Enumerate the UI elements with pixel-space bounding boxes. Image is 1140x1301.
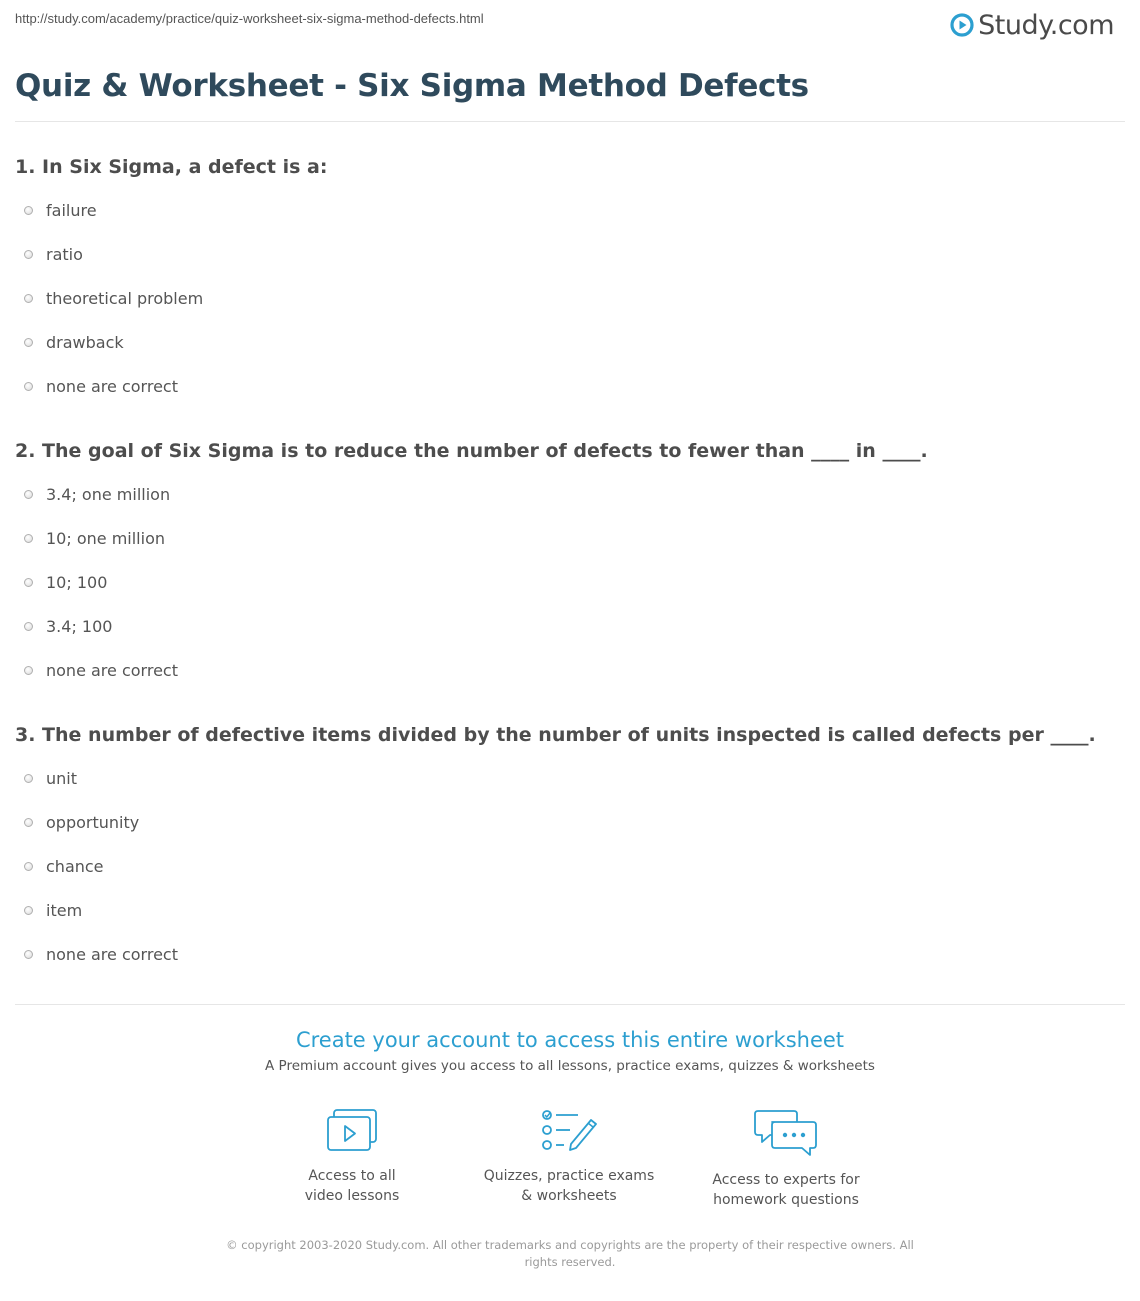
radio-button[interactable] xyxy=(24,578,33,587)
feature-label: Access to experts for homework questions xyxy=(712,1172,860,1208)
radio-button[interactable] xyxy=(24,906,33,915)
option-label: chance xyxy=(46,856,104,876)
content-divider xyxy=(15,1004,1125,1005)
question-3-option-3[interactable] xyxy=(24,855,104,877)
radio-button[interactable] xyxy=(24,294,33,303)
study-logo[interactable] xyxy=(950,8,1114,42)
checklist-pencil-icon xyxy=(540,1108,598,1154)
option-label: 3.4; 100 xyxy=(46,616,113,636)
option-label: item xyxy=(46,900,83,920)
feature-label: Access to all video lessons xyxy=(304,1168,400,1204)
radio-button[interactable] xyxy=(24,774,33,783)
video-lesson-icon xyxy=(326,1108,378,1154)
cta-subtitle: A Premium account gives you access to all lessons, practice exams, quizzes & worksheets xyxy=(265,1058,875,1074)
feature-video-lessons xyxy=(252,1108,452,1206)
question-1-option-4[interactable] xyxy=(24,331,124,353)
option-label: none are correct xyxy=(46,944,178,964)
radio-button[interactable] xyxy=(24,534,33,543)
radio-button[interactable] xyxy=(24,862,33,871)
question-1-text: 1. In Six Sigma, a defect is a: xyxy=(15,156,328,178)
chat-bubbles-icon xyxy=(754,1108,818,1158)
option-label: failure xyxy=(46,200,97,220)
option-label: drawback xyxy=(46,332,124,352)
question-3-option-4[interactable] xyxy=(24,899,82,921)
option-label: unit xyxy=(46,768,77,788)
radio-button[interactable] xyxy=(24,338,33,347)
question-2-text: 2. The goal of Six Sigma is to reduce the number of defects to fewer than ____ in ____. xyxy=(15,440,928,462)
question-2-option-2[interactable] xyxy=(24,527,165,549)
feature-quizzes xyxy=(469,1108,669,1206)
question-1-option-1[interactable] xyxy=(24,199,97,221)
copyright-notice: © copyright 2003-2020 Study.com. All other trademarks and copyrights are the property of their respective owners. All rights reserved. xyxy=(226,1238,914,1269)
radio-button[interactable] xyxy=(24,950,33,959)
question-1-option-5[interactable] xyxy=(24,375,178,397)
radio-button[interactable] xyxy=(24,490,33,499)
option-label: theoretical problem xyxy=(46,288,204,308)
option-label: 3.4; one million xyxy=(46,484,171,504)
feature-label: Quizzes, practice exams & worksheets xyxy=(483,1168,655,1204)
option-label: 10; one million xyxy=(46,528,165,548)
question-1-option-2[interactable] xyxy=(24,243,83,265)
question-3-option-1[interactable] xyxy=(24,767,77,789)
header-divider xyxy=(15,121,1125,122)
page-title: Quiz & Worksheet - Six Sigma Method Defects xyxy=(15,68,809,104)
play-circle-icon xyxy=(950,13,974,37)
question-3-option-5[interactable] xyxy=(24,943,178,965)
radio-button[interactable] xyxy=(24,382,33,391)
cta-title[interactable]: Create your account to access this entire worksheet xyxy=(295,1028,845,1052)
option-label: none are correct xyxy=(46,376,178,396)
question-2-option-3[interactable] xyxy=(24,571,107,593)
option-label: 10; 100 xyxy=(46,572,108,592)
option-label: opportunity xyxy=(46,812,140,832)
radio-button[interactable] xyxy=(24,622,33,631)
question-2-option-4[interactable] xyxy=(24,615,112,637)
option-label: none are correct xyxy=(46,660,178,680)
question-3-text: 3. The number of defective items divided by the number of units inspected is called defects per ____. xyxy=(15,724,1096,746)
option-label: ratio xyxy=(46,244,83,264)
radio-button[interactable] xyxy=(24,206,33,215)
feature-experts xyxy=(686,1108,886,1210)
question-3-option-2[interactable] xyxy=(24,811,139,833)
page-url: http://study.com/academy/practice/quiz-worksheet-six-sigma-method-defects.html xyxy=(15,11,484,26)
radio-button[interactable] xyxy=(24,250,33,259)
logo-text: Study.com xyxy=(978,9,1114,41)
radio-button[interactable] xyxy=(24,666,33,675)
question-2-option-1[interactable] xyxy=(24,483,170,505)
question-2-option-5[interactable] xyxy=(24,659,178,681)
radio-button[interactable] xyxy=(24,818,33,827)
question-1-option-3[interactable] xyxy=(24,287,203,309)
